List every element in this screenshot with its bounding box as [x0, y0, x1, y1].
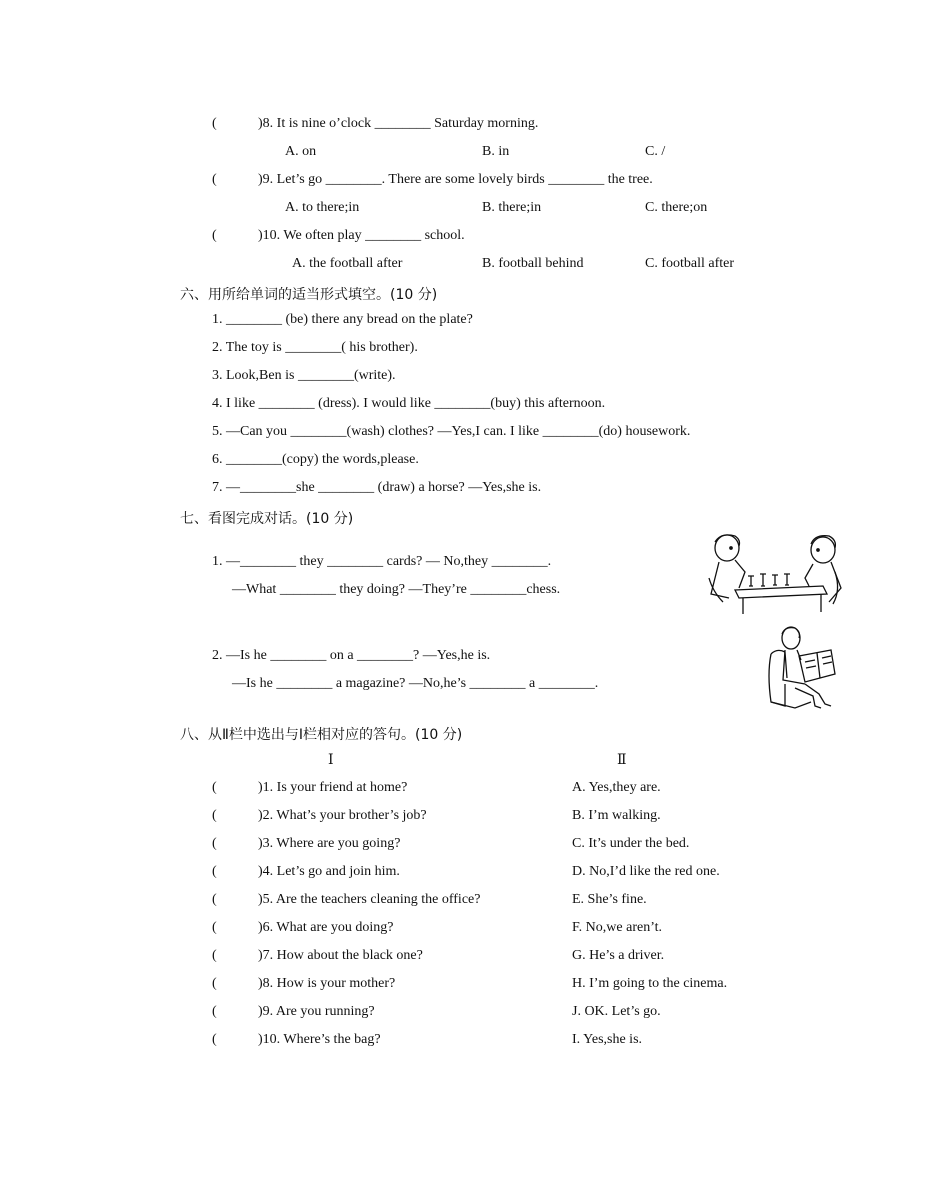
match-answer: H. I’m going to the cinema.: [572, 976, 728, 991]
match-answer: D. No,I’d like the red one.: [572, 864, 720, 879]
match-question: )9. Are you running?: [258, 1004, 375, 1019]
paren-open: (: [212, 228, 217, 243]
section-7-title: 七、看图完成对话。(10 分): [180, 511, 354, 527]
column-2-header: Ⅱ: [617, 753, 627, 768]
match-question: )3. Where are you going?: [258, 836, 401, 851]
paren-open: (: [212, 948, 217, 963]
match-answer: G. He’s a driver.: [572, 948, 665, 963]
fill-item: 1. ________ (be) there any bread on the plate?: [212, 312, 473, 327]
paren-open: (: [212, 836, 217, 851]
dialog-2-line-1: 2. —Is he ________ on a ________? —Yes,he is.: [212, 648, 491, 663]
man-reading-illustration: [765, 624, 837, 712]
column-1-header: Ⅰ: [328, 753, 334, 768]
paren-open: (: [212, 780, 217, 795]
paren-open: (: [212, 116, 217, 131]
question-9: )9. Let’s go ________. There are some lovely birds ________ the tree.: [258, 172, 653, 187]
match-answer: I. Yes,she is.: [572, 1032, 643, 1047]
match-answer: A. Yes,they are.: [572, 780, 661, 795]
match-question: )6. What are you doing?: [258, 920, 394, 935]
question-10: )10. We often play ________ school.: [258, 228, 465, 243]
question-8: )8. It is nine o’clock ________ Saturday morning.: [258, 116, 539, 131]
section-8-title: 八、从Ⅱ栏中选出与Ⅰ栏相对应的答句。(10 分): [180, 727, 463, 743]
option-b: B. there;in: [482, 200, 542, 215]
match-answer: J. OK. Let’s go.: [572, 1004, 661, 1019]
option-b: B. in: [482, 144, 510, 159]
match-answer: E. She’s fine.: [572, 892, 647, 907]
match-question: )2. What’s your brother’s job?: [258, 808, 427, 823]
paren-open: (: [212, 1004, 217, 1019]
match-question: )8. How is your mother?: [258, 976, 396, 991]
fill-item: 4. I like ________ (dress). I would like ________(buy) this afternoon.: [212, 396, 606, 411]
match-question: )1. Is your friend at home?: [258, 780, 408, 795]
paren-open: (: [212, 976, 217, 991]
dialog-1-line-1: 1. —________ they ________ cards? — No,they ________.: [212, 554, 552, 569]
match-question: )7. How about the black one?: [258, 948, 423, 963]
paren-open: (: [212, 920, 217, 935]
match-answer: F. No,we aren’t.: [572, 920, 662, 935]
dialog-1-line-2: —What ________ they doing? —They’re ________chess.: [232, 582, 561, 597]
option-c: C. football after: [645, 256, 735, 271]
section-6-title: 六、用所给单词的适当形式填空。(10 分): [180, 287, 438, 303]
match-answer: B. I’m walking.: [572, 808, 661, 823]
fill-item: 6. ________(copy) the words,please.: [212, 452, 419, 467]
paren-open: (: [212, 892, 217, 907]
option-c: C. /: [645, 144, 666, 159]
option-a: A. the football after: [292, 256, 403, 271]
option-b: B. football behind: [482, 256, 584, 271]
fill-item: 3. Look,Ben is ________(write).: [212, 368, 396, 383]
match-answer: C. It’s under the bed.: [572, 836, 690, 851]
paren-open: (: [212, 1032, 217, 1047]
paren-open: (: [212, 864, 217, 879]
paren-open: (: [212, 808, 217, 823]
match-question: )10. Where’s the bag?: [258, 1032, 381, 1047]
option-a: A. to there;in: [285, 200, 360, 215]
fill-item: 2. The toy is ________( his brother).: [212, 340, 418, 355]
fill-item: 5. —Can you ________(wash) clothes? —Yes,I can. I like ________(do) housework.: [212, 424, 691, 439]
fill-item: 7. —________she ________ (draw) a horse? —Yes,she is.: [212, 480, 542, 495]
match-question: )5. Are the teachers cleaning the office?: [258, 892, 481, 907]
paren-open: (: [212, 172, 217, 187]
chess-players-illustration: [705, 528, 845, 616]
option-a: A. on: [285, 144, 317, 159]
option-c: C. there;on: [645, 200, 708, 215]
dialog-2-line-2: —Is he ________ a magazine? —No,he’s ________ a ________.: [232, 676, 599, 691]
match-question: )4. Let’s go and join him.: [258, 864, 400, 879]
